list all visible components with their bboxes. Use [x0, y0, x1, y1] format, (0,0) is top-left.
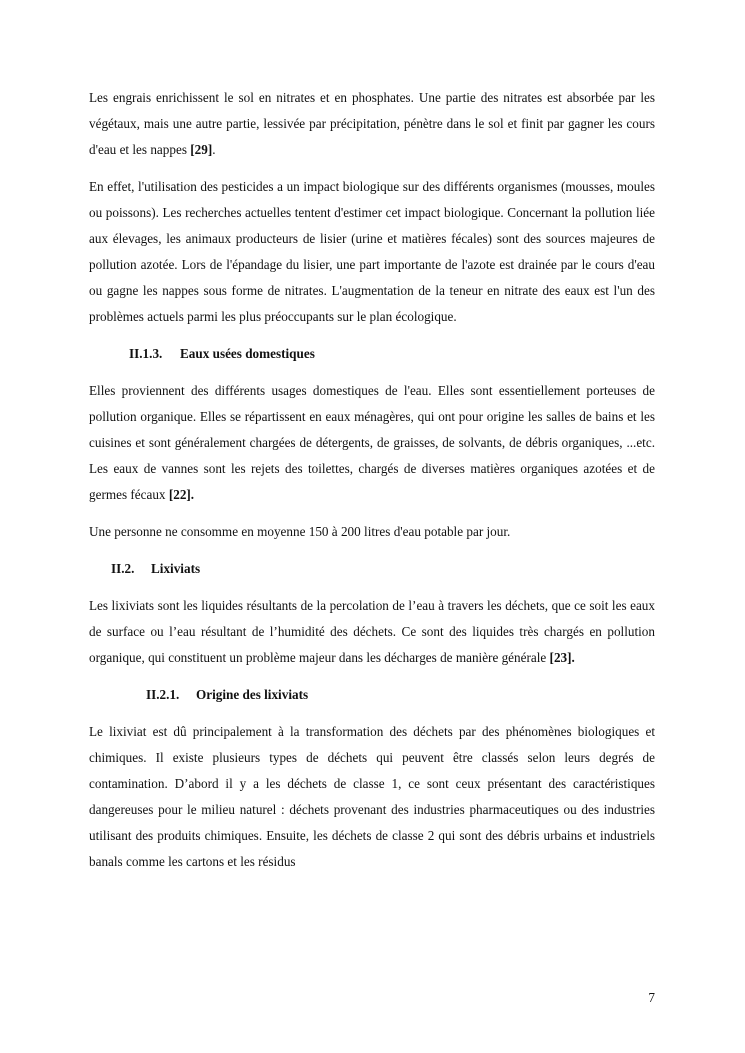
heading-title: Lixiviats: [151, 561, 201, 576]
heading-title: Origine des lixiviats: [196, 687, 309, 702]
heading-number: II.2.: [111, 561, 135, 576]
paragraph-pesticides: En effet, l'utilisation des pesticides a un impact biologique sur des différents organismes (mousses, moules ou poissons). Les recherches actuelles tentent d'estimer cet impact biologique. Concernant la pollution liée aux élevages, les animaux producteurs de lisier (urine et matières fécales) sont des sources majeures de pollution azotée. Lors de l'épandage du lisier, une part importante de l'azote est drainée par le cours d'eau ou gagne les nappes sous forme de nitrates. L'augmentation de la teneur en nitrate des eaux est l'un des problèmes actuels parmi les plus préoccupants sur le plan écologique.: [89, 179, 655, 324]
citation: [23].: [549, 650, 575, 665]
paragraph-fertilizers: Les engrais enrichissent le sol en nitrates et en phosphates. Une partie des nitrates est absorbée par les végétaux, mais une autre partie, lessivée par précipitation, pénètre dans le sol et finit par gagner les cours d'eau et les nappes [29].: [89, 90, 655, 157]
citation: [29]: [190, 142, 213, 157]
heading-title: Eaux usées domestiques: [180, 346, 315, 361]
paragraph-consumption: Une personne ne consomme en moyenne 150 à 200 litres d'eau potable par jour.: [89, 524, 511, 539]
paragraph-leachate-origin: Le lixiviat est dû principalement à la transformation des déchets par des phénomènes biologiques et chimiques. Il existe plusieurs types de déchets qui peuvent être classés selon leurs degrés de contamination. D’abord il y a les déchets de classe 1, ce sont ceux présentant des caractéristiques dangereuses pour le milieu naturel : déchets provenant des industries pharmaceutiques ou des industries utilisant des produits chimiques. Ensuite, les déchets de classe 2 qui sont des débris urbains et industriels banals comme les cartons et les résidus: [89, 724, 655, 869]
paragraph-leachate-definition: Les lixiviats sont les liquides résultants de la percolation de l’eau à travers les déchets, que ce soit les eaux de surface ou l’eau résultant de l’humidité des déchets. Ce sont des liquides très chargés en pollution organique, qui constituent un problème majeur dans les décharges de manière générale [23].: [89, 598, 655, 665]
heading-number: II.2.1.: [146, 687, 180, 702]
page-content: [89, 85, 655, 886]
section-heading-eaux-usees: [89, 341, 655, 367]
heading-number: II.1.3.: [129, 346, 163, 361]
section-heading-origine: [89, 682, 655, 708]
citation: [22].: [168, 487, 195, 502]
paragraph-domestic-wastewater: Elles proviennent des différents usages domestiques de l'eau. Elles sont essentiellement porteuses de pollution organique. Elles se répartissent en eaux ménagères, qui ont pour origine les salles de bains et les cuisines et sont généralement chargées de détergents, de graisses, de solvants, de débris organiques, ...etc. Les eaux de vannes sont les rejets des toilettes, chargés de diverses matières organiques azotées et de germes fécaux [22].: [89, 383, 655, 502]
section-heading-lixiviats: [89, 556, 655, 582]
page-number: 7: [648, 990, 655, 1005]
